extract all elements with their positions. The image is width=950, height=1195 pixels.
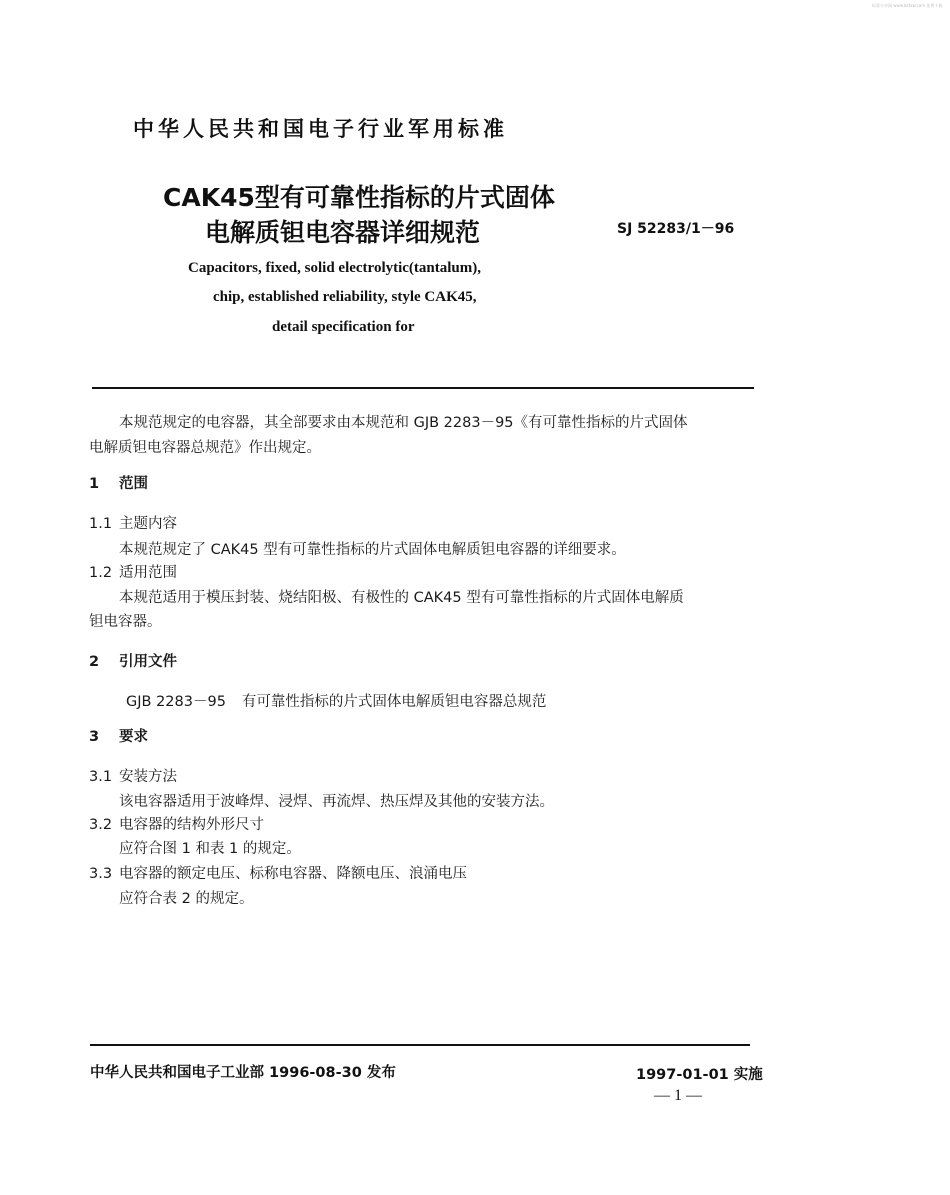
intro-line1: 本规范规定的电容器，其全部要求由本规范和 GJB 2283－95《有可靠性指标的片式固体: [119, 415, 688, 431]
standard-code: SJ 52283/1－96: [617, 221, 735, 237]
section-number: 3.2: [89, 817, 113, 833]
section-3-1-body: 该电容器适用于波峰焊、浸焊、再流焊、热压焊及其他的安装方法。: [119, 794, 554, 810]
section-1-1-heading: [89, 512, 177, 533]
section-2-heading: [89, 650, 177, 671]
section-title: 范围: [119, 476, 148, 492]
section-number: 2: [89, 654, 100, 670]
title-zh-line1: CAK45型有可靠性指标的片式固体: [163, 183, 555, 212]
section-1-2-body-line1: 本规范适用于模压封装、烧结阳极、有极性的 CAK45 型有可靠性指标的片式固体电解质: [119, 590, 684, 606]
section-number: 3: [89, 729, 100, 745]
section-1-heading: [89, 472, 148, 493]
section-number: 3.1: [89, 769, 113, 785]
section-number: 1.2: [89, 565, 113, 581]
section-title: 安装方法: [119, 769, 177, 785]
section-1-1-body: 本规范规定了 CAK45 型有可靠性指标的片式固体电解质钽电容器的详细要求。: [119, 542, 626, 558]
section-title: 电容器的结构外形尺寸: [119, 817, 264, 833]
title-zh-line2: 电解质钽电容器详细规范: [205, 218, 481, 247]
issuer-header: 中华人民共和国电子行业军用标准: [133, 117, 508, 141]
reference-name: 有可靠性指标的片式固体电解质钽电容器总规范: [241, 694, 547, 710]
watermark: 标准分享网 www.bzfxw.com 免费下载: [872, 3, 943, 8]
section-number: 1.1: [89, 516, 113, 532]
section-3-2-heading: [89, 813, 264, 834]
section-number: 1: [89, 476, 100, 492]
title-en-line3: detail specification for: [272, 319, 415, 335]
section-3-3-heading: [89, 862, 467, 883]
section-3-heading: [89, 725, 148, 746]
reference-item: [126, 690, 546, 711]
intro-line2: 电解质钽电容器总规范》作出规定。: [89, 440, 321, 456]
section-1-2-heading: [89, 561, 177, 582]
top-divider: [92, 387, 754, 389]
section-title: 引用文件: [119, 654, 177, 670]
section-title: 主题内容: [119, 516, 177, 532]
bottom-divider: [90, 1044, 750, 1046]
reference-code: GJB 2283－95: [126, 694, 226, 710]
section-3-2-body: 应符合图 1 和表 1 的规定。: [119, 841, 301, 857]
effective-date: 1997-01-01 实施: [636, 1067, 763, 1083]
section-3-3-body: 应符合表 2 的规定。: [119, 891, 254, 907]
section-1-2-body-line2: 钽电容器。: [89, 614, 162, 630]
section-3-1-heading: [89, 765, 177, 786]
title-en-line2: chip, established reliability, style CAK45,: [213, 289, 477, 305]
section-number: 3.3: [89, 866, 113, 882]
section-title: 要求: [119, 729, 148, 745]
section-title: 电容器的额定电压、标称电容器、降额电压、浪涌电压: [119, 866, 467, 882]
issue-date: 中华人民共和国电子工业部 1996-08-30 发布: [90, 1065, 396, 1081]
section-title: 适用范围: [119, 565, 177, 581]
title-en-line1: Capacitors, fixed, solid electrolytic(tantalum),: [188, 260, 482, 276]
page-number: — 1 —: [654, 1087, 702, 1104]
